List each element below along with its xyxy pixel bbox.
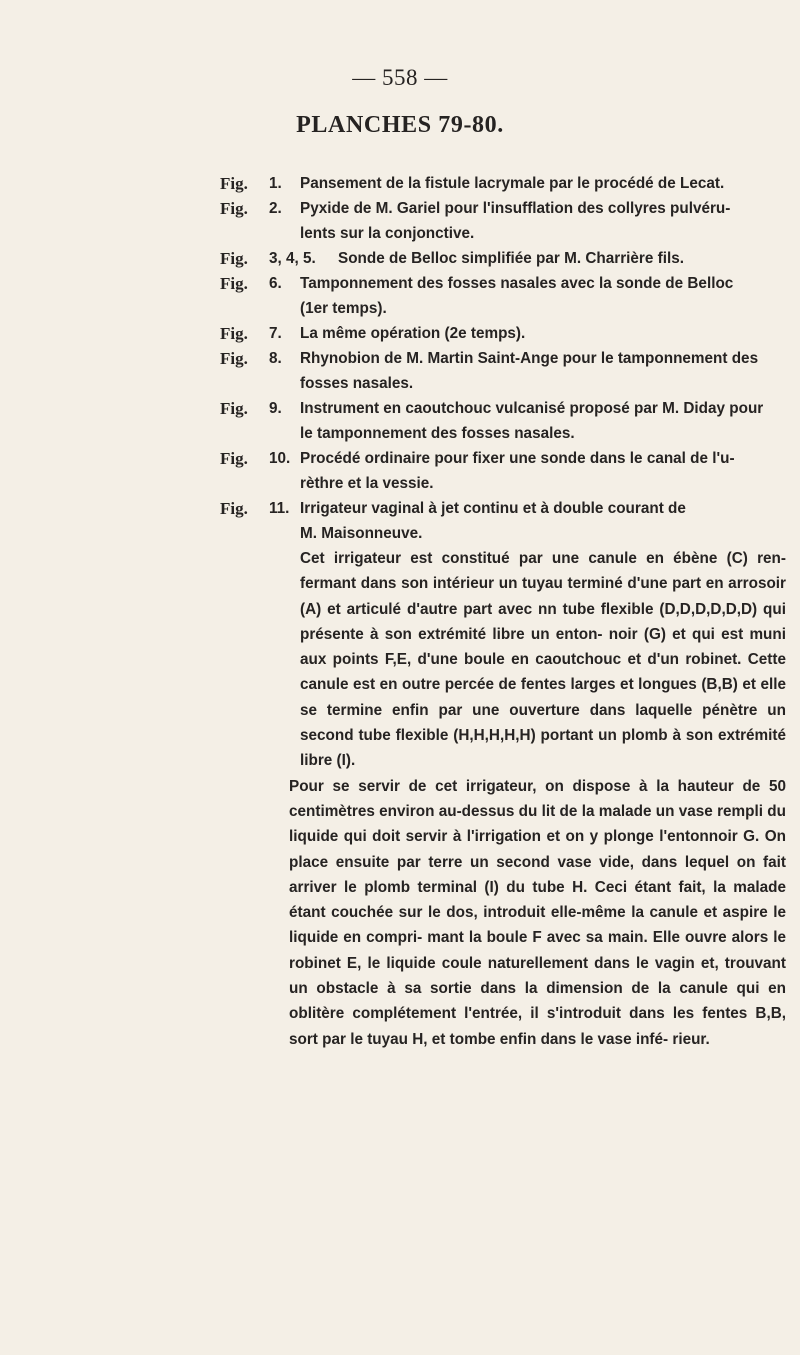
- figure-label: Fig.: [220, 274, 248, 293]
- figure-entry: [0, 496, 800, 546]
- caption-line: (1er temps).: [300, 300, 387, 317]
- caption-line: Tamponnement des fosses nasales avec la sonde de Belloc: [300, 275, 734, 292]
- figure-caption: [300, 396, 786, 446]
- page-number: — 558 —: [352, 65, 448, 90]
- figure-list: [0, 171, 800, 1052]
- figure-entry: [0, 171, 800, 196]
- figure-entry: [0, 346, 800, 396]
- description-paragraph: Pour se servir de cet irrigateur, on dispose à la hauteur de 50 centimètres environ au-dessus du lit de la malade un vase rempli du liquide qui doit servir à l'irrigation et on y plonge l'entonnoir G. On place ensuite par terre un second vase vide, dans lequel on fait arriver le plomb terminal (I) du tube H. Ceci étant fait, la malade étant couchée sur le dos, introduit elle-même la canule et aspire le liquide en compri- mant la boule F avec sa main. Elle ouvre alors le robinet E, le liquide coule naturellement dans le vagin et, trouvant un obstacle à sa sortie dans la dimension de la canule qui en oblitère complétement l'entrée, il s'introduit dans les fentes B,B, sort par le tuyau H, et tombe enfin dans le vase infé- rieur.: [289, 777, 786, 1048]
- figure-label: Fig.: [220, 324, 248, 343]
- figure-number: 10.: [269, 450, 291, 467]
- caption-line: Sonde de Belloc simplifiée par M. Charrière fils.: [338, 250, 684, 267]
- figure-entry: [0, 321, 800, 346]
- figure-caption: [300, 446, 786, 496]
- figure-caption: [300, 496, 786, 546]
- description-paragraph: Cet irrigateur est constitué par une canule en ébène (C) ren- fermant dans son intérieur un tuyau terminé d'une part en arrosoir (A) et articulé d'autre part avec nn tube flexible (D,D,D,D,D,D) qui présente à son extrémité libre un enton- noir (G) et qui est muni aux points F,E, d'une boule en caoutchouc et d'un robinet. Cette canule est en outre percée de fentes larges et longues (B,B) et elle se termine enfin par une ouverture dans laquelle pénètre un second tube flexible (H,H,H,H,H) portant un plomb à son extrémité libre (I).: [300, 550, 786, 770]
- figure-label: Fig.: [220, 174, 248, 193]
- caption-line: le tamponnement des fosses nasales.: [300, 425, 575, 442]
- figure-caption: [300, 196, 786, 246]
- figure-number: 3, 4, 5.: [269, 250, 316, 267]
- plates-title: PLANCHES 79-80.: [296, 112, 504, 138]
- figure-number: 7.: [269, 325, 282, 342]
- figure-entry: [0, 196, 800, 246]
- caption-line: M. Maisonneuve.: [300, 525, 423, 542]
- figure-caption: [300, 271, 786, 321]
- figure-number: 6.: [269, 275, 282, 292]
- figure-caption: [300, 321, 786, 346]
- figure-entry: [0, 246, 800, 271]
- figure-label: Fig.: [220, 399, 248, 418]
- figure-number: 2.: [269, 200, 282, 217]
- figure-label: Fig.: [220, 199, 248, 218]
- caption-line: Irrigateur vaginal à jet continu et à double courant de: [300, 500, 686, 517]
- figure-entry: [0, 271, 800, 321]
- figure-label: Fig.: [220, 249, 248, 268]
- figure-number: 11.: [269, 500, 290, 517]
- figure-label: Fig.: [220, 449, 248, 468]
- figure-entry: [0, 446, 800, 496]
- figure-number: 9.: [269, 400, 282, 417]
- figure-caption: [300, 171, 786, 196]
- caption-line: Rhynobion de M. Martin Saint-Ange pour le tamponnement des: [300, 350, 759, 367]
- caption-line: La même opération (2e temps).: [300, 325, 526, 342]
- caption-line: Pyxide de M. Gariel pour l'insufflation des collyres pulvéru-: [300, 200, 731, 217]
- figure-number: 1.: [269, 175, 282, 192]
- caption-line: rèthre et la vessie.: [300, 475, 434, 492]
- figure-label: Fig.: [220, 349, 248, 368]
- caption-line: fosses nasales.: [300, 375, 414, 392]
- figure-number: 8.: [269, 350, 282, 367]
- figure-entry: [0, 396, 800, 446]
- caption-line: lents sur la conjonctive.: [300, 225, 475, 242]
- irrigator-description: [289, 546, 786, 1052]
- caption-line: Instrument en caoutchouc vulcanisé proposé par M. Diday pour: [300, 400, 764, 417]
- figure-label: Fig.: [220, 499, 248, 518]
- figure-caption: [300, 346, 786, 396]
- caption-line: Procédé ordinaire pour fixer une sonde dans le canal de l'u-: [300, 450, 735, 467]
- figure-caption: [338, 246, 786, 271]
- caption-line: Pansement de la fistule lacrymale par le procédé de Lecat.: [300, 175, 725, 192]
